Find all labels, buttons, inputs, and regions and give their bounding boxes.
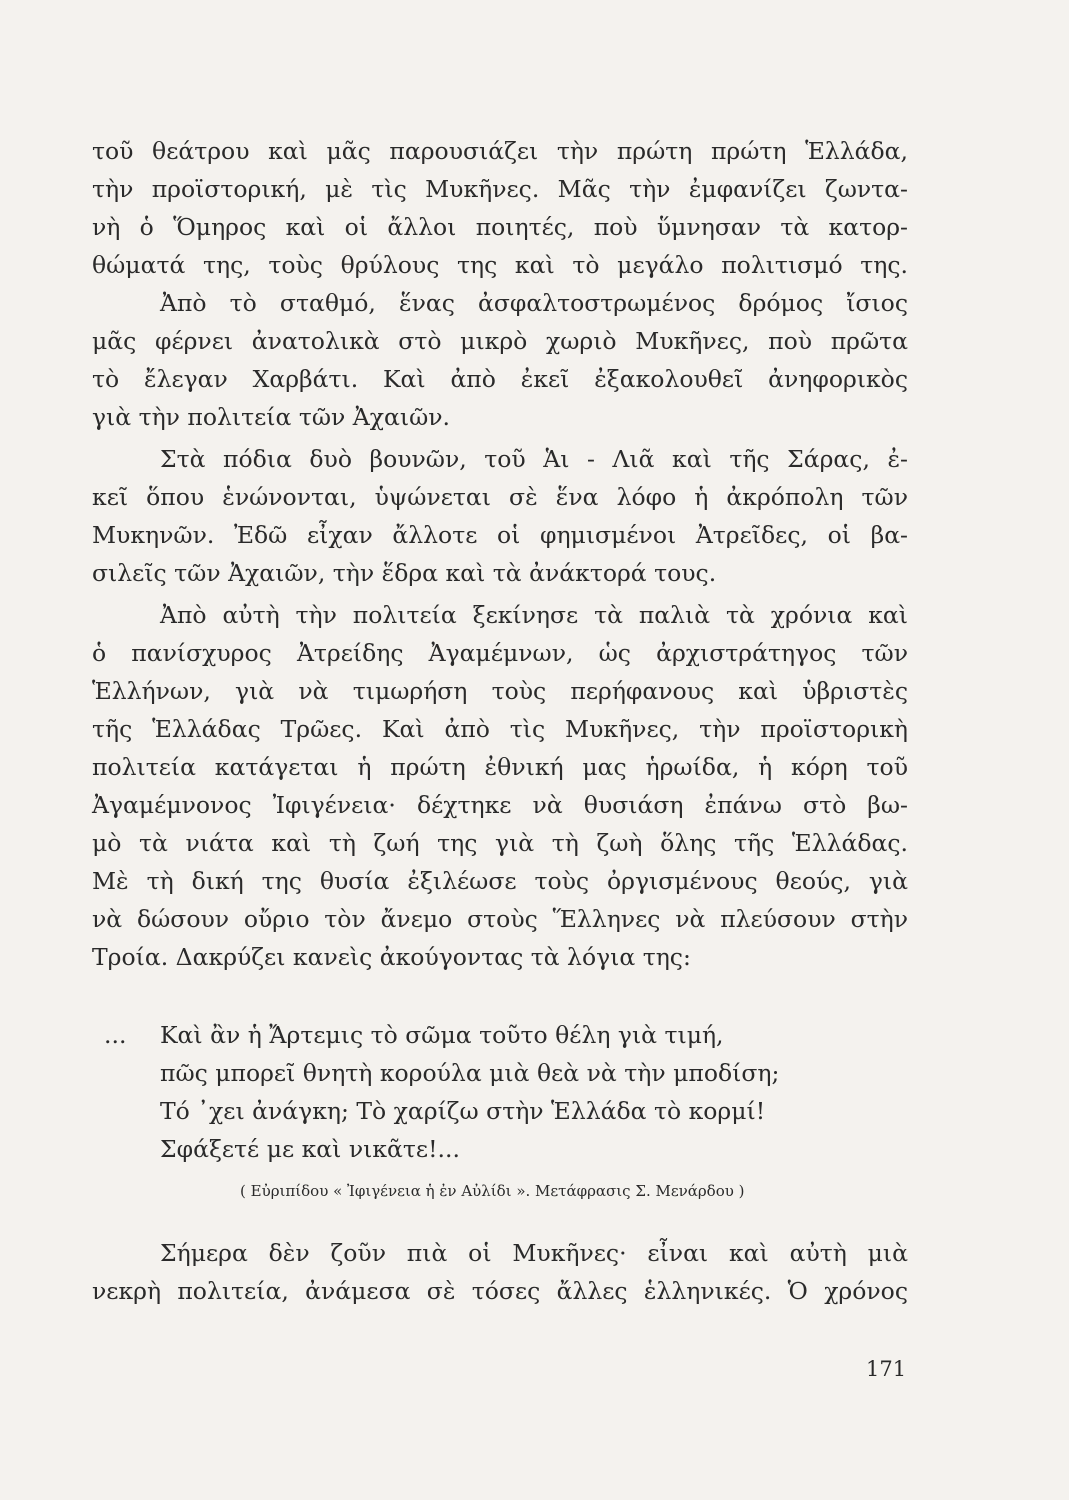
text-line: τὸ ἔλεγαν Χαρβάτι. Καὶ ἀπὸ ἐκεῖ ἐξακολουθεῖ ἀνηφορικὸς	[92, 365, 908, 393]
text-line: Μὲ τὴ δική της θυσία ἐξιλέωσε τοὺς ὀργισμένους θεούς, γιὰ	[92, 867, 908, 895]
text-line: Τροία. Δακρύζει κανεὶς ἀκούγοντας τὰ λόγια της:	[92, 943, 691, 971]
text-line: κεῖ ὅπου ἑνώνονται, ὑψώνεται σὲ ἕνα λόφο ἡ ἀκρόπολη τῶν	[92, 483, 908, 511]
text-line: Ἀπὸ τὸ σταθμό, ἕνας ἀσφαλτοστρωμένος δρόμος ἴσιος	[160, 289, 908, 317]
text-line: τοῦ θεάτρου καὶ μᾶς παρουσιάζει τὴν πρώτη πρώτη Ἑλλάδα,	[92, 137, 908, 165]
text-line: μὸ τὰ νιάτα καὶ τὴ ζωή της γιὰ τὴ ζωὴ ὅλης τῆς Ἑλλάδας.	[92, 829, 908, 857]
text-line: θώματά της, τοὺς θρύλους της καὶ τὸ μεγάλο πολιτισμό της.	[92, 251, 908, 279]
text-line: νὴ ὁ Ὅμηρος καὶ οἱ ἄλλοι ποιητές, ποὺ ὕμνησαν τὰ κατορ-	[92, 213, 908, 241]
text-line: Ἀγαμέμνονος Ἰφιγένεια· δέχτηκε νὰ θυσιάση ἐπάνω στὸ βω-	[92, 791, 908, 819]
text-line: Στὰ πόδια δυὸ βουνῶν, τοῦ Ἁι - Λιᾶ καὶ τῆς Σάρας, ἐ-	[160, 445, 908, 473]
text-line: Ἑλλήνων, γιὰ νὰ τιμωρήση τοὺς περήφανους καὶ ὑβριστὲς	[92, 677, 908, 705]
text-line: γιὰ τὴν πολιτεία τῶν Ἀχαιῶν.	[92, 403, 450, 431]
text-line: τῆς Ἑλλάδας Τρῶες. Καὶ ἀπὸ τὶς Μυκῆνες, τὴν προϊστορικὴ	[92, 715, 908, 743]
verse-line: πῶς μπορεῖ θνητὴ κορούλα μιὰ θεὰ νὰ τὴν μποδίση;	[160, 1059, 780, 1087]
page-number: 171	[866, 1357, 907, 1381]
text-line: τὴν προϊστορική, μὲ τὶς Μυκῆνες. Μᾶς τὴν ἐμφανίζει ζωντα-	[92, 175, 908, 203]
text-line: σιλεῖς τῶν Ἀχαιῶν, τὴν ἕδρα καὶ τὰ ἀνάκτορά τους.	[92, 559, 717, 587]
verse-ellipsis: ...	[104, 1021, 127, 1049]
text-line: πολιτεία κατάγεται ἡ πρώτη ἐθνική μας ἡρωίδα, ἡ κόρη τοῦ	[92, 753, 908, 781]
text-line: Μυκηνῶν. Ἐδῶ εἶχαν ἄλλοτε οἱ φημισμένοι Ἀτρεῖδες, οἱ βα-	[92, 521, 908, 549]
text-line: νὰ δώσουν οὔριο τὸν ἄνεμο στοὺς Ἕλληνες νὰ πλεύσουν στὴν	[92, 905, 908, 933]
text-line: νεκρὴ πολιτεία, ἀνάμεσα σὲ τόσες ἄλλες ἑλληνικές. Ὁ χρόνος	[92, 1277, 908, 1305]
text-line: ὁ πανίσχυρος Ἀτρείδης Ἀγαμέμνων, ὡς ἀρχιστράτηγος τῶν	[92, 639, 908, 667]
verse-line: Τό ᾿χει ἀνάγκη; Τὸ χαρίζω στὴν Ἑλλάδα τὸ κορμί!	[160, 1097, 766, 1125]
citation: ( Εὐριπίδου « Ἰφιγένεια ἡ ἐν Αὐλίδι ». Μετάφρασις Σ. Μενάρδου )	[240, 1182, 745, 1200]
text-line: μᾶς φέρνει ἀνατολικὰ στὸ μικρὸ χωριὸ Μυκῆνες, ποὺ πρῶτα	[92, 327, 908, 355]
verse-line: Σφάξετέ με καὶ νικᾶτε!...	[160, 1135, 460, 1163]
text-line: Ἀπὸ αὐτὴ τὴν πολιτεία ξεκίνησε τὰ παλιὰ τὰ χρόνια καὶ	[160, 601, 908, 629]
verse-line: Καὶ ἂν ἡ Ἄρτεμις τὸ σῶμα τοῦτο θέλη γιὰ τιμή,	[160, 1021, 724, 1049]
text-line: Σήμερα δὲν ζοῦν πιὰ οἱ Μυκῆνες· εἶναι καὶ αὐτὴ μιὰ	[160, 1239, 908, 1267]
